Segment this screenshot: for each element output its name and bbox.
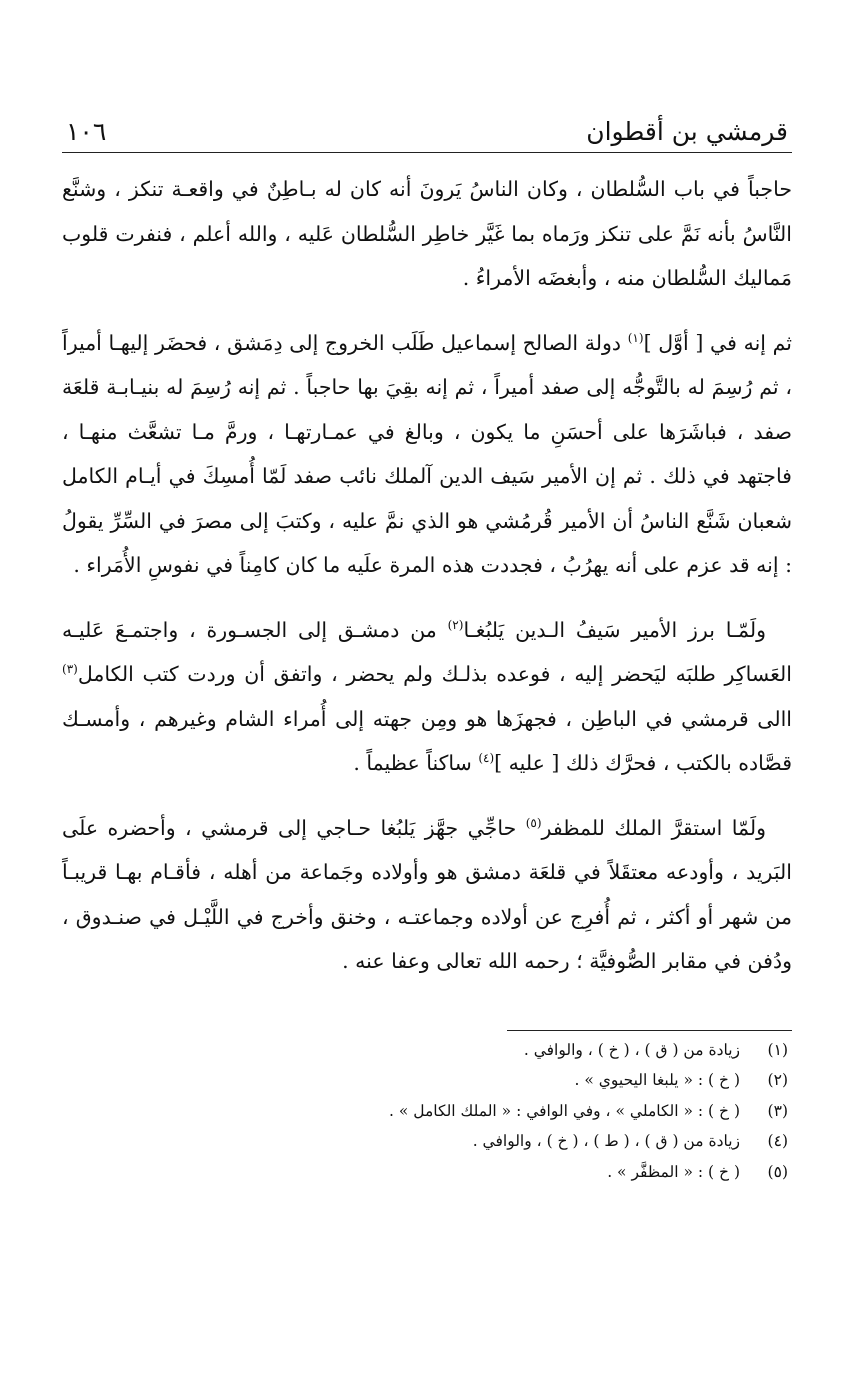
footnote-number: (٢) bbox=[767, 1071, 788, 1089]
header-rule bbox=[62, 152, 792, 153]
paragraph-text: ثم إنه في [ أوَّل ] bbox=[643, 330, 792, 355]
footnote-text: ( خ ) : « الكاملي » ، وفي الوافي : « الملك الكامل » . bbox=[389, 1101, 740, 1120]
footnote-item bbox=[62, 1096, 792, 1127]
footnote-text: زيادة من ( ق ) ، ( خ ) ، والوافي . bbox=[523, 1040, 740, 1059]
footnote-text: زيادة من ( ق ) ، ( ط ) ، ( خ ) ، والوافي . bbox=[472, 1132, 740, 1150]
footnotes bbox=[62, 1035, 792, 1188]
running-title: قرمشي بن أقطوان bbox=[586, 117, 788, 146]
footnote-marker[interactable]: (١) bbox=[627, 330, 644, 345]
footnote-marker[interactable]: (٢) bbox=[447, 617, 464, 632]
footnote-rule bbox=[507, 1030, 792, 1031]
paragraph-text: ساكناً عظيماً . bbox=[353, 751, 479, 775]
page-number: ١٠٦ bbox=[66, 117, 107, 146]
footnote-text: ( خ ) : « يلبغا اليحيوي » . bbox=[574, 1071, 740, 1089]
footnote-item bbox=[62, 1065, 792, 1096]
book-page bbox=[62, 108, 792, 1187]
paragraph-3 bbox=[62, 608, 792, 786]
footnote-number: (٣) bbox=[767, 1101, 788, 1120]
footnote-marker[interactable]: (٤) bbox=[478, 751, 495, 766]
paragraph-text: ولَمّا استقرَّ الملك للمظفر bbox=[541, 815, 766, 840]
paragraph-text: حاجباً في باب السُّلطان ، وكان الناسُ يَرونَ أنه كان له بـاطِنٌ في واقعـة تنكز ، وشنَّع النَّاسُ بأنه نَمَّ على تنكز ورَماه بما غَيَّر خاطِر السُّلطان عَليه ، والله أعلم ، فنفرت قلوب مَماليك السُّلطان منه ، وأبغضَه الأمراءُ . bbox=[62, 177, 792, 290]
paragraph-text: دولة الصالح إسماعيل طَلَب الخروج إلى دِمَشق ، فحضَر إليهـا أميراً ، ثم رُسِمَ له بالتَّوجُّه إلى صفد أميراً ، ثم إنه بقِيَ بها حاجباً . ثم إنه رُسِمَ له بنيـابـة قلعَة صفد ، فباشَرَها على أحسَنِ ما يكون ، وبالغ في عمـارتهـا ، ورمَّ مـا تشعَّث منهـا ، فاجتهد في ذلك . ثم إن الأمير سَيف الدين آلملك نائب صفد لَمّا أُمسِكَ في أيـام الكامل شعبان شَنَّع الناسُ أن الأمير قُرمُشي هو الذي نمَّ عليه ، وكتبَ إلى مصرَ في السِّرِّ يقولُ : إنه قد عزم على أنه يهرُبُ ، فجددت هذه المرة علَيه ما كان كامِناً في نفوسِ الأُمَراء . bbox=[62, 330, 792, 577]
paragraph-text: االى قرمشي في الباطِن ، فجهزَها هو ومِن جهته إلى أُمراء الشام وغيرهم ، وأمسـك قصَّاده بالكتب ، فحرَّك ذلك [ عليه ] bbox=[62, 706, 792, 775]
footnote-number: (٥) bbox=[767, 1162, 788, 1181]
paragraph-4 bbox=[62, 806, 792, 984]
body-text bbox=[62, 167, 792, 984]
paragraph-text: حاجِّي جهَّز يَلبُغا حـاجي إلى قرمشي ، وأحضره علَى البَريد ، وأودعه معتقَلاً في قلعَة دمشق هو وأولاده وجَماعة من أهله ، فأقـام بهـا قريبـاً من شهر أو أكثر ، ثم أُفرِج عن أولاده وجماعتـه ، وخنق وأخرج في اللَّيْـل في صنـدوق ، ودُفن في مقابر الصُّوفيَّة ؛ رحمه الله تعالى وعفا عنه . bbox=[62, 815, 792, 973]
footnote-item bbox=[62, 1126, 792, 1157]
paragraph-2 bbox=[62, 321, 792, 588]
footnote-marker[interactable]: (٥) bbox=[525, 815, 542, 830]
footnote-text: ( خ ) : « المظفَّر » . bbox=[607, 1162, 740, 1181]
paragraph-1 bbox=[62, 167, 792, 301]
footnote-item bbox=[62, 1035, 792, 1066]
running-header bbox=[62, 108, 792, 146]
footnote-marker[interactable]: (٣) bbox=[62, 662, 78, 677]
paragraph-text: من دمشـق إلى الجسـورة ، واجتمـعَ عَليـه العَساكِر طلبَه ليَحضر إليه ، فوعده بذلـك ولم يحضر ، واتفق أن وردت كتب الكامل bbox=[62, 617, 792, 686]
footnote-number: (٤) bbox=[767, 1132, 788, 1150]
footnote-item bbox=[62, 1157, 792, 1188]
paragraph-text: ولَمّـا برز الأمير سَيفُ الـدين يَلبُغـا bbox=[463, 617, 766, 642]
footnote-number: (١) bbox=[767, 1040, 788, 1059]
